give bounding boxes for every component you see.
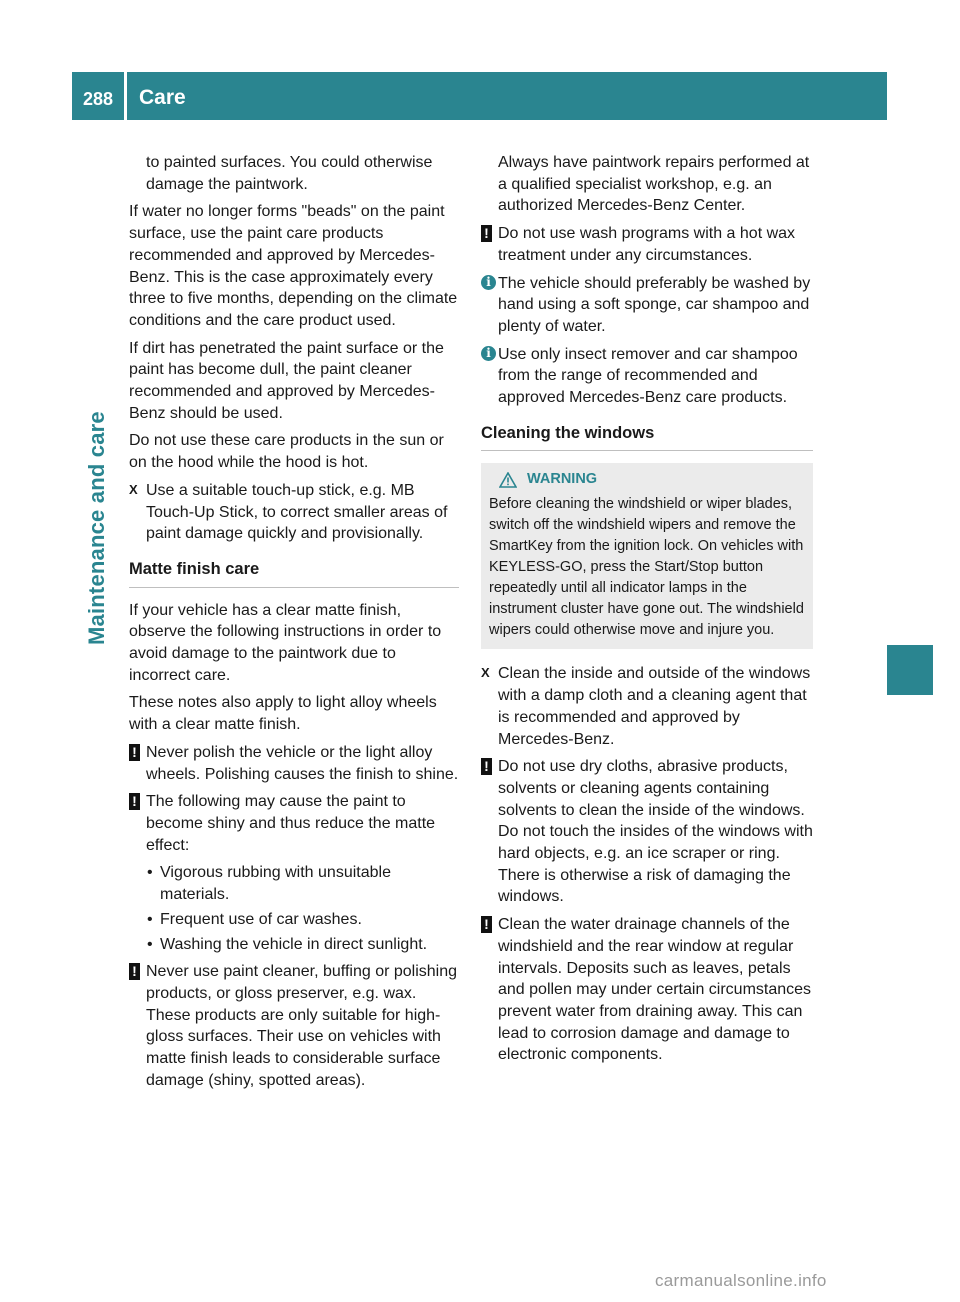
right-column: [481, 152, 813, 1072]
continued-text: Always have paintwork repairs performed at a qualified specialist workshop, e.g. an authorized Mercedes-Benz Center.: [498, 154, 810, 215]
exclamation-icon: !: [129, 744, 140, 761]
info-hand-wash: [481, 273, 813, 338]
side-chapter-label: Maintenance and care: [84, 411, 109, 645]
heading-cleaning-windows: Cleaning the windows: [481, 423, 813, 452]
warning-box: [481, 463, 813, 649]
paragraph-beads: If water no longer forms "beads" on the paint surface, use the paint care products recommended and approved by Mercedes-Benz. This is the case approximately every three to five months, depending on the climate conditions and the care product used.: [129, 203, 458, 329]
paragraph-matte: If your vehicle has a clear matte finish, observe the following instructions in order to avoid damage to the paintwork due to incorrect care.: [129, 601, 442, 684]
side-chapter-marker: [887, 645, 933, 695]
step-arrow-icon: X: [481, 665, 490, 681]
notice-text: Never use paint cleaner, buffing or polishing products, or gloss preserver, e.g. wax. These products are only suitable for high-gloss surfaces. Their use on vehicles with matte finish leads to considerable surface damage (shiny, spotted areas).: [146, 963, 458, 1089]
notice-hot-wax: [481, 223, 813, 266]
bullet-list: [129, 862, 459, 955]
section-title: Care: [139, 86, 186, 109]
warning-label: WARNING: [527, 471, 598, 488]
paragraph-dirt: If dirt has penetrated the paint surface or the paint has become dull, the paint cleaner recommended and approved by Mercedes-Benz should be used.: [129, 339, 444, 422]
header-bar: [72, 72, 887, 120]
exclamation-icon: !: [481, 225, 492, 242]
notice-polish: [129, 742, 459, 785]
notice-dry-cloths: [481, 756, 813, 908]
exclamation-icon: !: [481, 758, 492, 775]
notice-text: Never polish the vehicle or the light alloy wheels. Polishing causes the finish to shine.: [146, 743, 459, 783]
paragraph-sun: Do not use these care products in the sun or on the hood while the hood is hot.: [129, 432, 444, 472]
warning-triangle-icon: [499, 472, 517, 488]
notice-text: The following may cause the paint to become shiny and thus reduce the matte effect:: [146, 793, 436, 854]
info-insect-remover: [481, 344, 813, 409]
page-number: 288: [82, 88, 114, 109]
exclamation-icon: !: [481, 916, 492, 933]
info-icon: i: [481, 346, 496, 361]
notice-drainage: [481, 914, 813, 1066]
heading-matte-finish: Matte finish care: [129, 559, 459, 588]
step-touchup: [129, 480, 459, 545]
exclamation-icon: !: [129, 793, 140, 810]
notice-shiny: [129, 791, 459, 856]
step-text: Use a suitable touch-up stick, e.g. MB Touch-Up Stick, to correct smaller areas of paint damage quickly and provisionally.: [146, 481, 448, 543]
warning-header: [489, 469, 805, 490]
list-item: • Frequent use of car washes.: [146, 909, 459, 931]
warning-text: Before cleaning the windshield or wiper blades, switch off the windshield wipers and remove the SmartKey from the ignition lock. On vehicles with KEYLESS-GO, press the Start/Stop button repeatedly until all indicator lamps in the instrument cluster have gone out. The windshield wipers could otherwise move and injure you.: [489, 496, 804, 639]
notice-text: Do not use dry cloths, abrasive products, solvents or cleaning agents containing solvents to clean the inside of the windows. Do not touch the insides of the windows with hard objects, e.g. an ice scraper or ring. There is otherwise a risk of damaging the windows.: [498, 758, 813, 906]
notice-text: Clean the water drainage channels of the windshield and the rear window at regular intervals. Deposits such as leaves, petals and pollen may under certain circumstances prevent water from draining away. This can lead to corrosion damage and damage to electronic components.: [498, 916, 812, 1064]
paragraph-alloy: These notes also apply to light alloy wheels with a clear matte finish.: [129, 694, 437, 734]
step-text: Clean the inside and outside of the windows with a damp cloth and a cleaning agent that is recommended and approved by Mercedes-Benz.: [498, 665, 811, 748]
info-text: The vehicle should preferably be washed by hand using a soft sponge, car shampoo and plenty of water.: [498, 274, 811, 335]
watermark: carmanualsonline.info: [655, 1271, 827, 1290]
notice-text: Do not use wash programs with a hot wax treatment under any circumstances.: [498, 225, 796, 264]
notice-cleaner: [129, 961, 459, 1091]
step-clean-windows: [481, 663, 813, 750]
header-divider: [124, 72, 127, 120]
info-icon: i: [481, 275, 496, 290]
info-text: Use only insect remover and car shampoo from the range of recommended and approved Mercedes-Benz care products.: [498, 345, 798, 407]
list-item: • Vigorous rubbing with unsuitable materials.: [146, 862, 459, 905]
list-item: • Washing the vehicle in direct sunlight.: [146, 934, 459, 956]
step-arrow-icon: X: [129, 481, 138, 497]
left-column: [129, 152, 459, 1097]
exclamation-icon: !: [129, 963, 140, 980]
continued-text: to painted surfaces. You could otherwise damage the paintwork.: [146, 154, 433, 193]
